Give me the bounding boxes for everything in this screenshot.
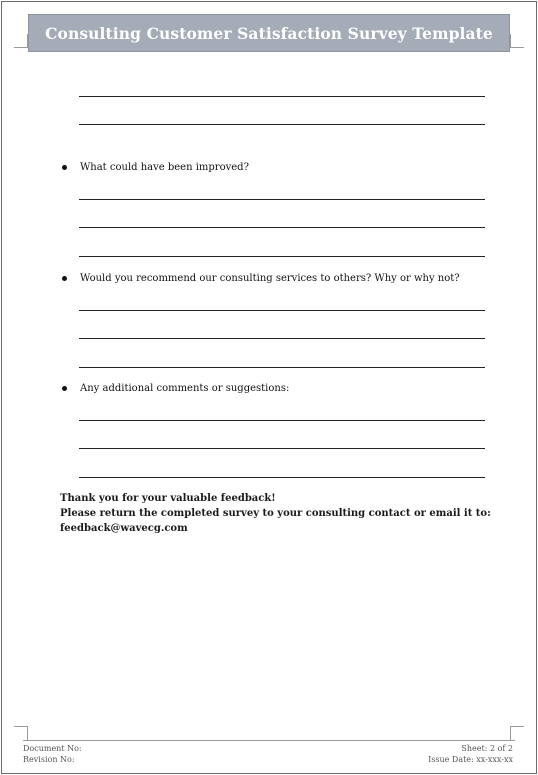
crop-mark-top-left (14, 34, 28, 48)
closing-block (60, 491, 491, 536)
header-band (28, 14, 510, 52)
answer-line[interactable] (79, 420, 485, 421)
question-comments (60, 383, 289, 394)
answer-line[interactable] (79, 227, 485, 228)
bullet-icon (62, 386, 67, 391)
answer-line[interactable] (79, 367, 485, 368)
sheet-number-label: Sheet: 2 of 2 (461, 744, 513, 753)
question-text: What could have been improved? (80, 162, 249, 173)
answer-line[interactable] (79, 124, 485, 125)
footer-right (428, 743, 513, 765)
document-number-label: Document No: (23, 744, 82, 753)
bullet-icon (62, 276, 67, 281)
return-instruction-text: Please return the completed survey to your consulting contact or email it to: (60, 508, 491, 519)
answer-line[interactable] (79, 96, 485, 97)
question-text: Any additional comments or suggestions: (80, 383, 290, 394)
revision-number-label: Revision No: (23, 755, 75, 764)
answer-line[interactable] (79, 477, 485, 478)
crop-mark-top-right (510, 34, 524, 48)
answer-line[interactable] (79, 256, 485, 257)
answer-line[interactable] (79, 310, 485, 311)
thank-you-text: Thank you for your valuable feedback! (60, 493, 276, 504)
question-text: Would you recommend our consulting services to others? Why or why not? (80, 273, 460, 284)
issue-date-label: Issue Date: xx-xxx-xx (428, 755, 513, 764)
answer-line[interactable] (79, 199, 485, 200)
footer-left (23, 743, 82, 765)
crop-mark-bottom-right (510, 726, 524, 740)
crop-mark-bottom-left (14, 726, 28, 740)
footer-divider (23, 740, 515, 741)
answer-line[interactable] (79, 338, 485, 339)
question-improvements (60, 162, 249, 173)
feedback-email-link[interactable]: feedback@wavecg.com (60, 523, 188, 534)
bullet-icon (62, 165, 67, 170)
question-recommend (60, 273, 460, 284)
document-title: Consulting Customer Satisfaction Survey Template (45, 23, 493, 43)
answer-line[interactable] (79, 448, 485, 449)
